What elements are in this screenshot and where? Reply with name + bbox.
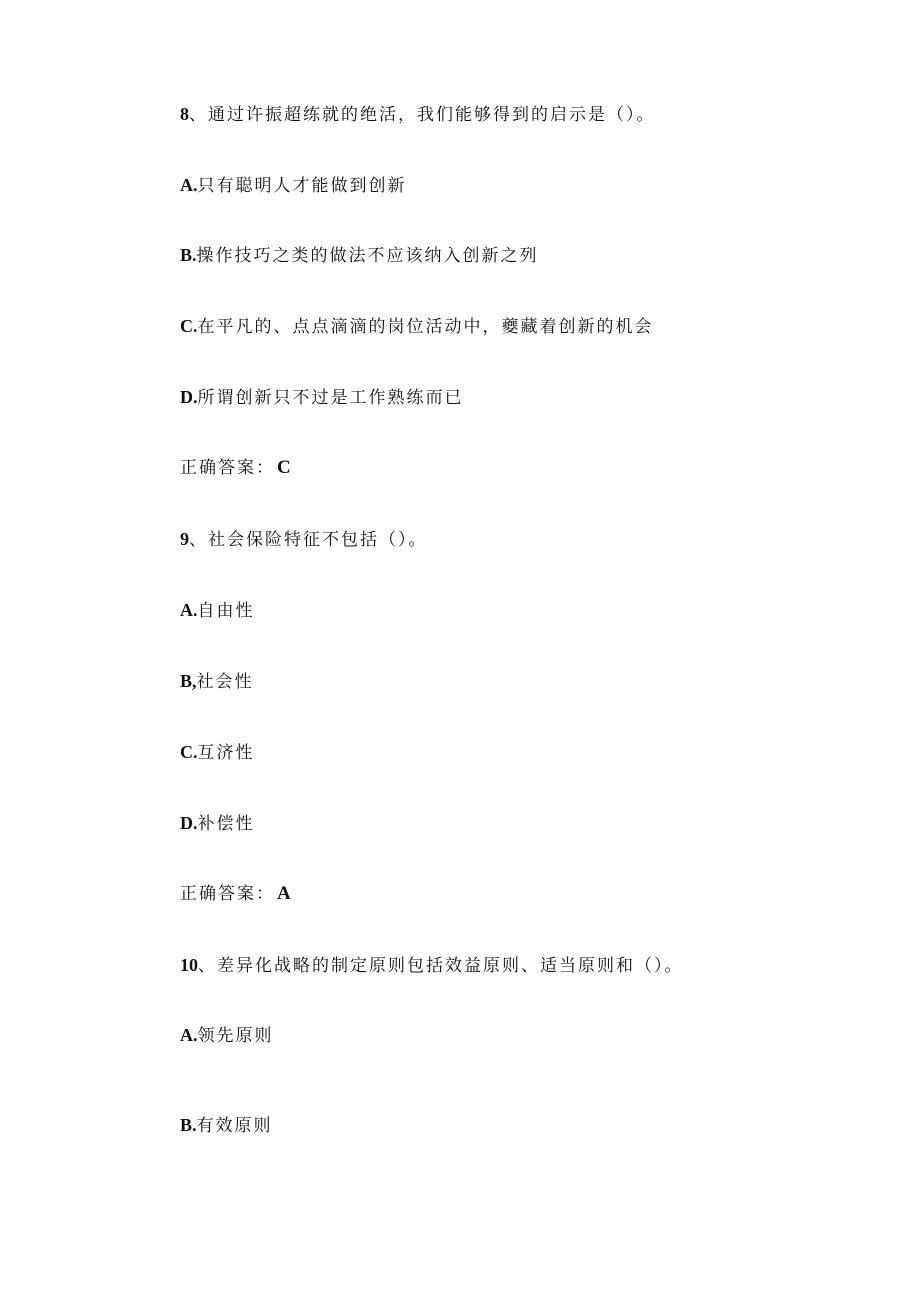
question-number: 9 — [180, 529, 189, 549]
question-separator: 、 — [198, 956, 217, 976]
option-9-a — [180, 598, 255, 623]
option-text: 有效原则 — [196, 1116, 273, 1136]
question-separator: 、 — [189, 530, 208, 550]
option-text: 互济性 — [197, 743, 255, 763]
option-9-c — [180, 740, 255, 765]
option-label: A. — [180, 1025, 198, 1045]
option-8-c — [180, 314, 654, 339]
question-separator: 、 — [189, 105, 208, 125]
question-8 — [180, 102, 656, 127]
option-label: A. — [180, 175, 198, 195]
option-text: 领先原则 — [197, 1026, 274, 1046]
option-label: B. — [180, 1115, 197, 1135]
answer-prefix: 正确答案： — [180, 458, 275, 478]
question-number: 8 — [180, 104, 189, 124]
option-text: 操作技巧之类的做法不应该纳入创新之列 — [196, 246, 539, 266]
option-10-b — [180, 1113, 273, 1138]
option-9-d — [180, 811, 255, 836]
option-text: 只有聪明人才能做到创新 — [197, 176, 407, 196]
option-label: D. — [180, 813, 198, 833]
option-text: 社会性 — [196, 672, 254, 692]
answer-8 — [180, 456, 291, 480]
option-label: A. — [180, 600, 198, 620]
option-8-b — [180, 243, 539, 268]
option-8-a — [180, 173, 407, 198]
answer-letter: C — [277, 457, 291, 478]
option-label: C. — [180, 742, 198, 762]
option-label: B. — [180, 245, 197, 265]
question-text: 差异化战略的制定原则包括效益原则、适当原则和（）。 — [217, 956, 684, 976]
option-9-b — [180, 669, 254, 694]
answer-letter: A — [277, 883, 291, 904]
option-text: 在平凡的、点点滴滴的岗位活动中，夔藏着创新的机会 — [197, 317, 654, 337]
option-label: C. — [180, 316, 198, 336]
option-text: 自由性 — [197, 601, 255, 621]
option-text: 补偿性 — [197, 814, 255, 834]
option-label: B, — [180, 671, 197, 691]
option-label: D. — [180, 387, 198, 407]
question-10 — [180, 953, 684, 978]
question-9 — [180, 527, 428, 552]
option-text: 所谓创新只不过是工作熟练而已 — [197, 388, 464, 408]
answer-9 — [180, 882, 291, 906]
option-10-a — [180, 1023, 274, 1048]
question-text: 社会保险特征不包括（）。 — [208, 530, 428, 550]
option-8-d — [180, 385, 464, 410]
answer-prefix: 正确答案： — [180, 884, 275, 904]
question-text: 通过许振超练就的绝活，我们能够得到的启示是（）。 — [208, 105, 656, 125]
question-number: 10 — [180, 955, 198, 975]
